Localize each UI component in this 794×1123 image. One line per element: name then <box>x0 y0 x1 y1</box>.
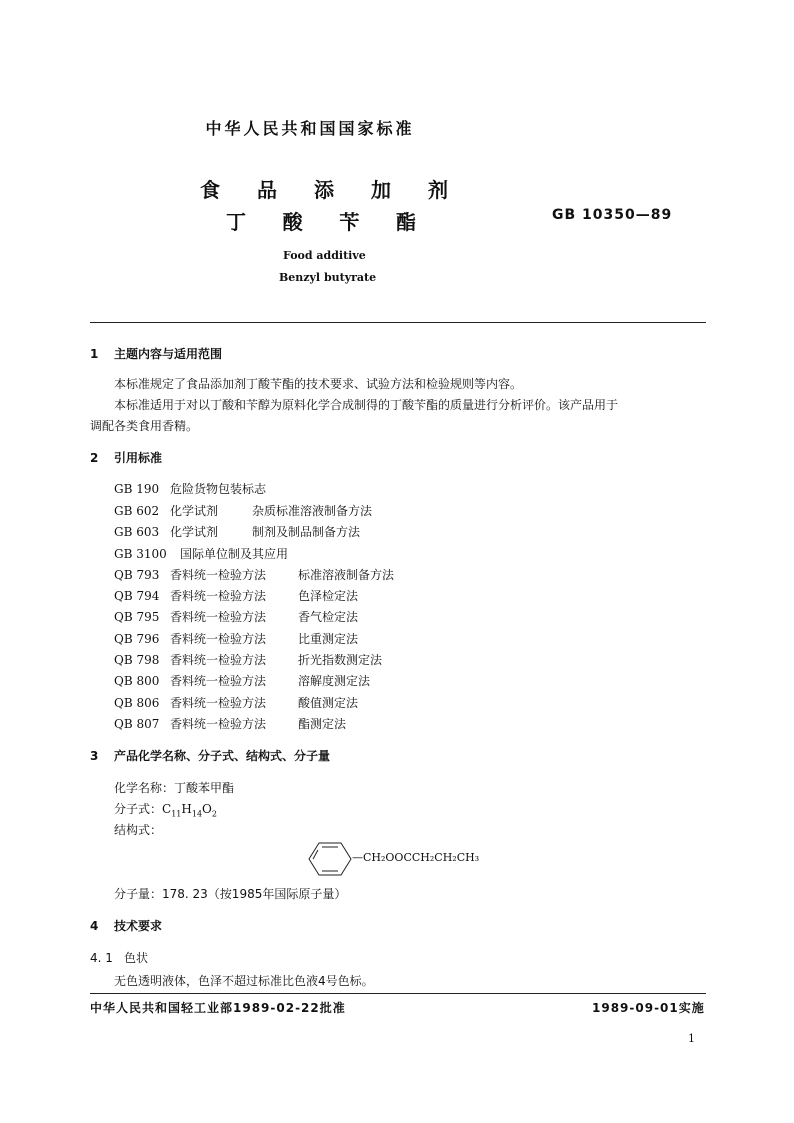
section-1-para-2-cont: 调配各类食用香精。 <box>90 419 199 433</box>
effective-date: 1989-09-01实施 <box>592 1001 705 1015</box>
title-line-1 <box>200 174 448 203</box>
section-4-heading: 4 技术要求 <box>90 919 163 933</box>
molecular-weight: 分子量：178. 23（按1985年国际原子量） <box>114 887 347 901</box>
english-title-2: Benzyl butyrate <box>279 271 377 284</box>
approval-statement: 中华人民共和国轻工业部1989-02-22批准 <box>90 1001 346 1015</box>
footer-divider <box>90 993 706 994</box>
reference-item: QB 796 香料统一检验方法 比重测定法 <box>114 632 359 646</box>
structure-label: 结构式： <box>114 823 163 837</box>
reference-item: QB 806 香料统一检验方法 酸值测定法 <box>114 696 359 710</box>
english-title-1: Food additive <box>283 249 366 262</box>
reference-item: GB 190 危险货物包装标志 <box>114 482 267 496</box>
title-char: 添 <box>314 178 334 202</box>
section-1-para-1: 本标准规定了食品添加剂丁酸苄酯的技术要求、试验方法和检验规则等内容。 <box>114 377 523 391</box>
benzene-ring-icon <box>308 841 352 877</box>
standard-org: 中华人民共和国国家标准 <box>205 119 415 138</box>
title-char: 品 <box>257 178 277 202</box>
section-1-heading: 1 主题内容与适用范围 <box>90 347 223 361</box>
molecular-formula: 分子式：$C_{11}H_{14}O_2$ <box>114 802 217 819</box>
reference-item: QB 794 香料统一检验方法 色泽检定法 <box>114 589 359 603</box>
reference-item: GB 3100 国际单位制及其应用 <box>114 547 289 561</box>
reference-item: QB 798 香料统一检验方法 折光指数测定法 <box>114 653 383 667</box>
title-char: 苄 <box>339 210 360 234</box>
section-3-heading: 3 产品化学名称、分子式、结构式、分子量 <box>90 749 331 763</box>
title-char: 酯 <box>395 210 416 234</box>
reference-item: GB 603 化学试剂 制剂及制品制备方法 <box>114 525 361 539</box>
reference-item: QB 807 香料统一检验方法 酯测定法 <box>114 717 347 731</box>
reference-item: QB 795 香料统一检验方法 香气检定法 <box>114 610 359 624</box>
chemical-name: 化学名称：丁酸苯甲酯 <box>114 781 235 795</box>
title-char: 食 <box>200 178 220 202</box>
page-number: 1 <box>688 1032 695 1045</box>
title-char: 剂 <box>428 178 448 202</box>
title-char: 加 <box>371 178 391 202</box>
header-divider <box>90 322 706 323</box>
subsection-4-1-heading: 4. 1 色状 <box>90 951 149 965</box>
title-char: 丁 <box>226 210 246 234</box>
reference-item: QB 800 香料统一检验方法 溶解度测定法 <box>114 674 371 688</box>
reference-item: QB 793 香料统一检验方法 标准溶液制备方法 <box>114 568 395 582</box>
reference-item: GB 602 化学试剂 杂质标准溶液制备方法 <box>114 504 373 518</box>
subsection-4-1-text: 无色透明液体，色泽不超过标准比色液4号色标。 <box>114 974 374 988</box>
standard-code: GB 10350—89 <box>552 207 673 223</box>
section-2-heading: 2 引用标准 <box>90 451 163 465</box>
structure-chain: —CH₂OOCCH₂CH₂CH₃ <box>352 851 480 864</box>
title-char: 酸 <box>282 210 303 234</box>
section-1-para-2: 本标准适用于对以丁酸和苄醇为原料化学合成制得的丁酸苄酯的质量进行分析评价。该产品用于 <box>114 398 619 412</box>
title-line-2 <box>226 206 416 235</box>
